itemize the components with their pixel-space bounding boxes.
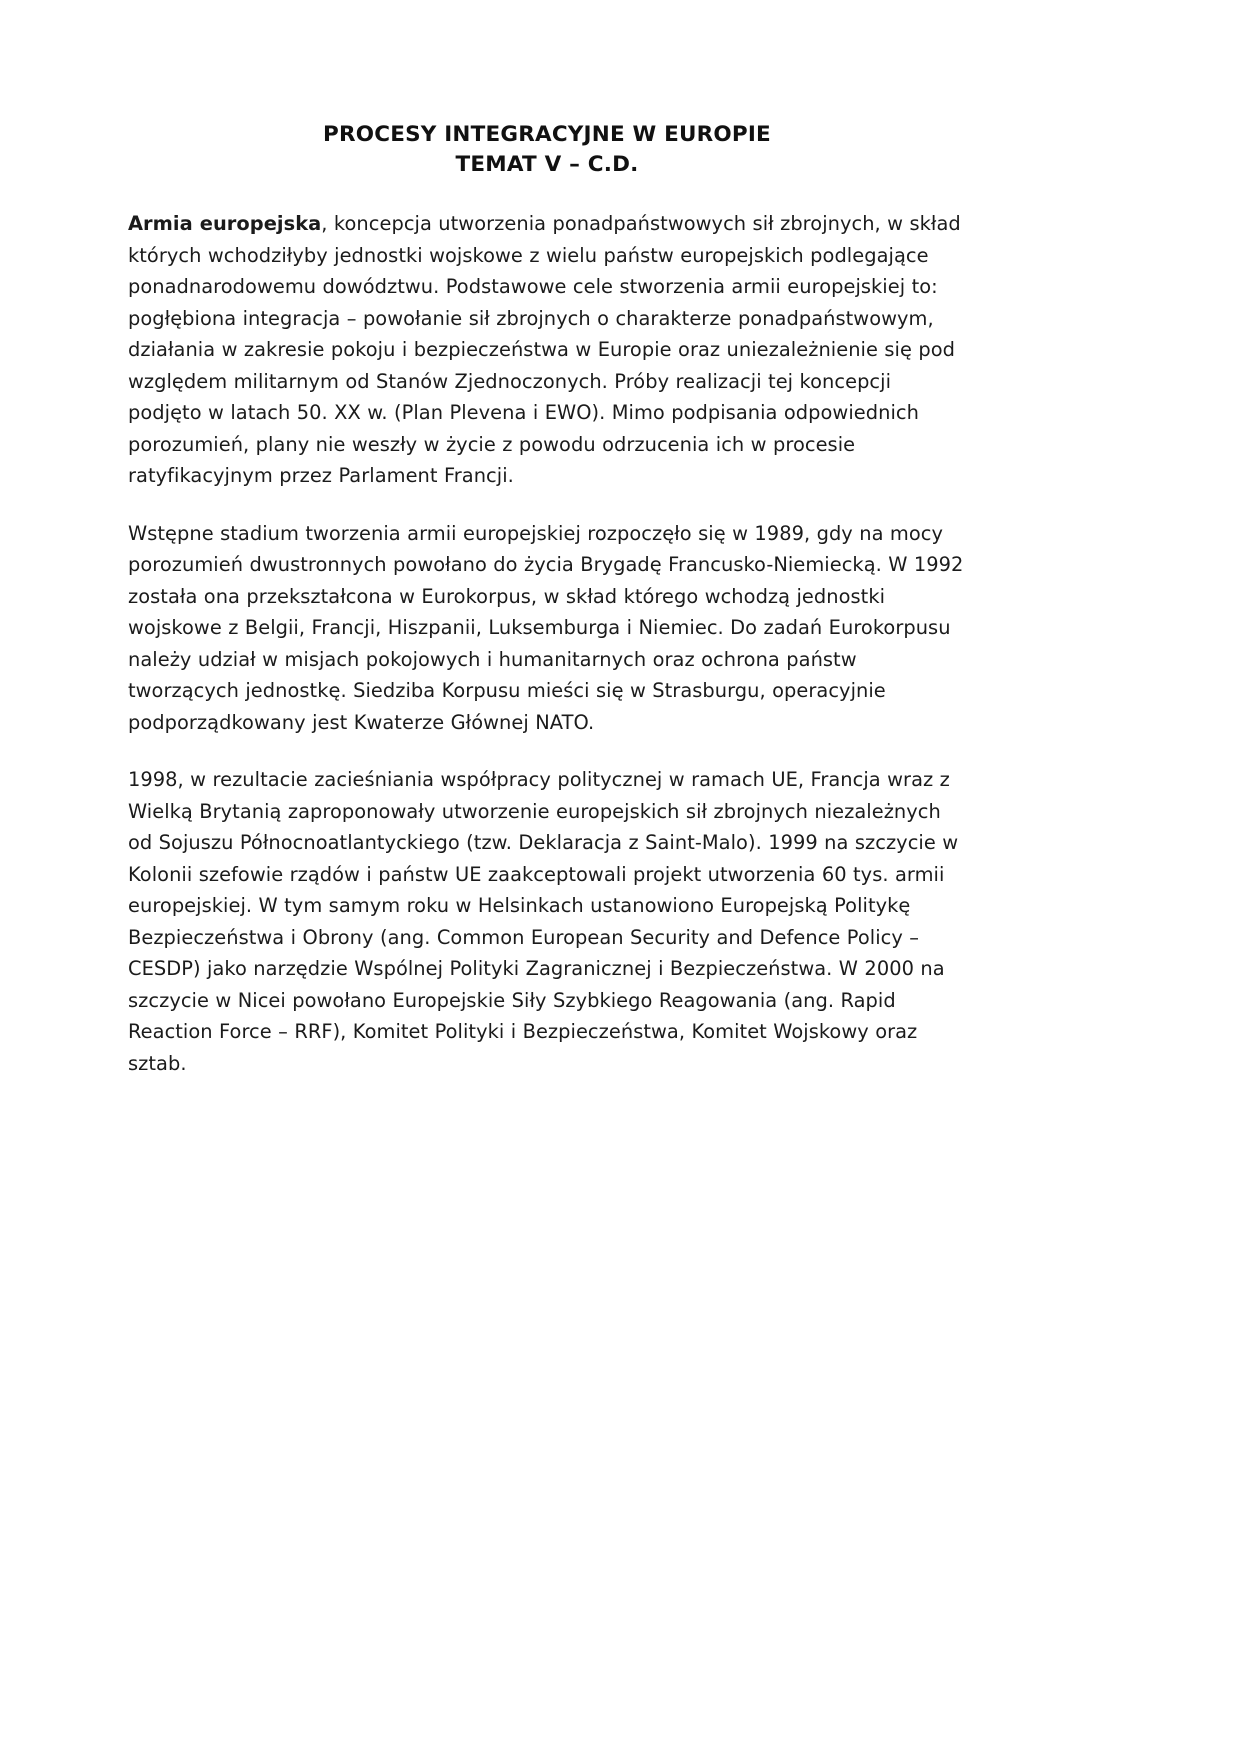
paragraph-cesdp: 1998, w rezultacie zacieśniania współpracy politycznej w ramach UE, Francja wraz z Wielką Brytanią zaproponowały utworzenie europejskich sił zbrojnych niezależnych od Sojuszu Północnoatlantyckiego (tzw. Deklaracja z Saint-Malo). 1999 na szczycie w Kolonii szefowie rządów i państw UE zaakceptowali projekt utworzenia 60 tys. armii europejskiej. W tym samym roku w Helsinkach ustanowiono Europejską Politykę Bezpieczeństwa i Obrony (ang. Common European Security and Defence Policy – CESDP) jako narzędzie Wspólnej Polityki Zagranicznej i Bezpieczeństwa. W 2000 na szczycie w Nicei powołano Europejskie Siły Szybkiego Reagowania (ang. Rapid Reaction Force – RRF), Komitet Polityki i Bezpieczeństwa, Komitet Wojskowy oraz sztab. [128, 768, 959, 1075]
paragraph-armia-europejska [128, 208, 966, 492]
title-line-subtitle: TEMAT V – C.D. [455, 152, 639, 177]
document-content [128, 120, 966, 1079]
title-line-main: PROCESY INTEGRACYJNE W EUROPIE [323, 122, 771, 147]
term-armia-europejska: Armia europejska [128, 212, 322, 235]
document-body [128, 208, 966, 1079]
paragraph-eurokorpus: Wstępne stadium tworzenia armii europejskiej rozpoczęło się w 1989, gdy na mocy porozumień dwustronnych powołano do życia Brygadę Francusko-Niemiecką. W 1992 została ona przekształcona w Eurokorpus, w skład którego wchodzą jednostki wojskowe z Belgii, Francji, Hiszpanii, Luksemburga i Niemiec. Do zadań Eurokorpusu należy udział w misjach pokojowych i humanitarnych oraz ochrona państw tworzących jednostkę. Siedziba Korpusu mieści się w Strasburgu, operacyjnie podporządkowany jest Kwaterze Głównej NATO. [128, 521, 964, 734]
page-title [128, 120, 966, 180]
paragraph-armia-europejska-text: , koncepcja utworzenia ponadpaństwowych sił zbrojnych, w skład których wchodziłyby jednostki wojskowe z wielu państw europejskich podlegające ponadnarodowemu dowództwu. Podstawowe cele stworzenia armii europejskiej to: pogłębiona integracja – powołanie sił zbrojnych o charakterze ponadpaństwowym, działania w zakresie pokoju i bezpieczeństwa w Europie oraz uniezależnienie się pod względem militarnym od Stanów Zjednoczonych. Próby realizacji tej koncepcji podjęto w latach 50. XX w. (Plan Plevena i EWO). Mimo podpisania odpowiednich porozumień, plany nie weszły w życie z powodu odrzucenia ich w procesie ratyfikacyjnym przez Parlament Francji. [128, 212, 961, 487]
